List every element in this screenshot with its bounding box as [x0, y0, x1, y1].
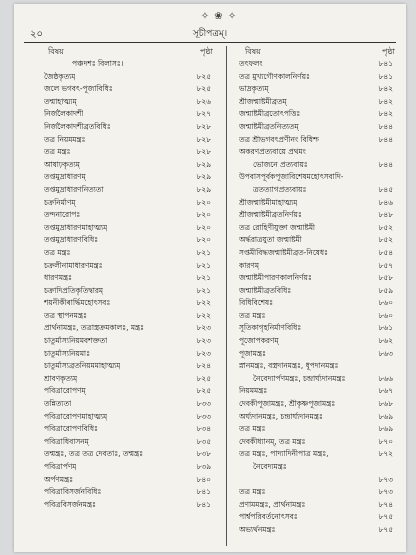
- toc-entry: [231, 335, 399, 348]
- toc-entry-title: দেবকীপূজামন্ত্রঃ, শ্রীকৃষ্ণপূজামন্ত্রঃ: [239, 399, 336, 409]
- toc-entry-title: তপ্তমুদ্রাধারণবিধিঃ: [44, 235, 99, 245]
- toc-entry-title: জন্মাষ্টমীব্রতনিত্যতম্: [239, 121, 299, 131]
- toc-entry: [231, 411, 399, 424]
- toc-entry: [231, 524, 399, 537]
- toc-entry-page: ৮৪৬: [378, 197, 393, 207]
- toc-entry: [231, 385, 399, 398]
- toc-entry-title: পবিত্রার্পণম্: [44, 462, 77, 471]
- toc-entry-title: তপ্তমুদ্রাধারণনিত্যতা: [44, 184, 104, 194]
- toc-entry-page: ৮২৫: [196, 71, 211, 81]
- left-column-header: [34, 46, 217, 58]
- toc-entry-page: ৮২২: [196, 310, 211, 320]
- toc-entry: [231, 159, 399, 172]
- toc-entry-page: ৮২৮: [196, 147, 211, 157]
- toc-entry-title: অভ্যর্থনমন্ত্রঃ: [239, 524, 276, 534]
- toc-entry: [231, 398, 399, 411]
- page-title: সূচীপত্রম্।: [192, 29, 228, 39]
- toc-entry-page: ৮৬১: [378, 323, 393, 333]
- toc-entry-page: ৮৬২: [378, 336, 393, 346]
- toc-entry-page: ৮৪২: [378, 84, 393, 94]
- toc-entry-page: ৮৬০: [378, 310, 393, 320]
- toc-entry-page: ৮৪০: [196, 474, 211, 484]
- toc-entry-title: তত্র মন্ত্রঃ, পাদ্যাদিনীপাত্র মন্ত্রঃ,: [239, 449, 329, 459]
- toc-entry-page: ৮৫৪: [378, 247, 393, 257]
- toc-entry-title: তত্র শ্রীভগবৎপ্রণীনং বিধিশ্চ: [239, 134, 319, 144]
- toc-entry-title: তৎফলং: [239, 59, 263, 68]
- subject-header: বিষয়: [245, 47, 261, 56]
- toc-entry-page: ৮৪৫: [378, 184, 393, 194]
- toc-entry-title: শ্রীজন্মাষ্টমীব্রতনির্ণয়ঃ: [239, 210, 302, 220]
- toc-entry-page: ৮৬৬: [378, 373, 393, 383]
- toc-entry-page: ৮৪৮: [378, 210, 393, 220]
- toc-entry-title: কারণম্: [239, 260, 259, 270]
- toc-entry: [231, 96, 399, 109]
- toc-entry-page: ৮৫৮: [378, 273, 393, 283]
- toc-entry: [231, 134, 399, 147]
- running-head: [24, 28, 396, 43]
- toc-entry-page: ৮৪১: [378, 71, 393, 81]
- toc-entry-page: ৮২৪: [196, 361, 211, 371]
- book-page: [14, 4, 406, 552]
- toc-entry-page: ৮৩৮: [196, 449, 211, 459]
- toc-entry: [231, 511, 399, 524]
- toc-entry: [34, 499, 217, 512]
- toc-entry-title: তপ্তমুদ্রাধারণম্: [44, 172, 86, 182]
- toc-entry: [34, 121, 217, 134]
- toc-entry-page: ৮২০: [196, 222, 211, 232]
- toc-entry-title: পূজামন্ত্রঃ: [239, 348, 266, 358]
- page-header: পৃষ্ঠা: [200, 47, 213, 56]
- toc-entry-page: ৮২০: [196, 210, 211, 220]
- right-entry-list: [231, 58, 399, 537]
- toc-entry-page: ৮৭৪: [378, 499, 393, 509]
- toc-entry-title: জন্মাষ্টমীব্রতোৎপত্তিঃ: [239, 109, 301, 119]
- toc-entry-title: তন্দনারোপঃ: [44, 210, 81, 220]
- toc-entry-title: অকরণপ্রত্যবায়ে প্রথমং: [239, 147, 306, 157]
- toc-entry: [231, 209, 399, 222]
- toc-entry-page: ৮২৩: [196, 348, 211, 358]
- toc-entry-title: ভাদ্রকৃত্যম্: [239, 84, 269, 94]
- toc-entry: [34, 58, 217, 71]
- toc-entry: [231, 121, 399, 134]
- toc-entry-title: নৈবেদ্যমন্ত্রঃ: [253, 462, 287, 471]
- page-header: পৃষ্ঠা: [382, 47, 395, 56]
- toc-entry-title: ত্রতত্যাগপ্রত্যবায়ঃ: [253, 184, 307, 194]
- right-column: [226, 46, 399, 546]
- toc-entry-title: তত্র স্থাপনমন্ত্রঃ: [44, 310, 87, 320]
- toc-entry-page: ৮২৩: [196, 323, 211, 333]
- toc-entry-title: তত্র নিয়মমন্ত্রঃ: [44, 134, 86, 144]
- toc-entry-title: পবিত্রবিসর্জনমন্ত্রঃ: [44, 499, 96, 509]
- toc-entry: [34, 159, 217, 172]
- toc-entry: [231, 322, 399, 335]
- toc-entry-title: জন্মাষ্টমীপারণকালনির্ণয়ঃ: [239, 273, 312, 283]
- toc-entry-page: ৮২১: [196, 247, 211, 257]
- toc-entry: [34, 360, 217, 373]
- toc-entry: [34, 184, 217, 197]
- toc-entry-title: জন্মাষ্টমীব্রতবিধিঃ: [239, 285, 292, 295]
- toc-entry: [231, 171, 399, 184]
- toc-entry: [34, 486, 217, 499]
- toc-entry-title: ধারণমন্ত্রঃ: [44, 273, 72, 283]
- toc-entry-title: আষাঢ়কৃত্যম্: [44, 159, 80, 169]
- toc-entry-title: তত্র মুখ্যগৌণকালনির্ণয়ঃ: [239, 71, 310, 81]
- toc-entry-page: ৮৬০: [378, 298, 393, 308]
- toc-entry-title: শয়নীকীৰাৰ্দ্ধিমহোৎসবঃ: [44, 298, 111, 308]
- toc-entry-title: তন্মন্ত্রঃ, তত্র তত্র দেবতাঃ, তন্মন্ত্রঃ: [44, 449, 144, 459]
- toc-entry-page: ৮৩৩: [196, 411, 211, 421]
- toc-entry: [231, 297, 399, 310]
- toc-entry-title: চক্রলীনামাধারণমন্ত্রঃ: [44, 260, 103, 270]
- toc-entry-title: চক্রাদিপ্রতিকৃতিদ্বারম্: [44, 285, 104, 295]
- toc-entry-page: ৮২৫: [196, 386, 211, 396]
- toc-entry-title: শ্রাবণকৃত্যম্: [44, 373, 78, 383]
- toc-entry-title: তত্র মন্ত্রঃ: [239, 487, 266, 497]
- toc-entry-title: উপবাসপূর্বকপূজাবিশেষমহোৎসবাদি-: [239, 172, 344, 182]
- toc-entry-title: পঞ্চদশঃ বিলাসঃ।: [72, 59, 124, 68]
- toc-entry: [231, 197, 399, 210]
- toc-entry-page: ৮৪১: [378, 59, 393, 68]
- toc-entry: [34, 297, 217, 310]
- right-column-header: [231, 46, 399, 58]
- toc-entry: [34, 411, 217, 424]
- page-number: ২০: [30, 29, 44, 40]
- toc-entry-page: ৮৩৯: [196, 462, 211, 471]
- toc-entry-page: ৮৫৭: [378, 260, 393, 270]
- toc-entry-title: নির্জলৈকাদশীব্রতবিধিঃ: [44, 121, 111, 131]
- toc-entry-title: তত্র মন্ত্রঃ: [239, 310, 266, 320]
- toc-entry: [34, 222, 217, 235]
- toc-entry-page: ৮২৬: [196, 96, 211, 106]
- toc-entry-page: ৮৫২: [378, 222, 393, 232]
- toc-entry: [34, 461, 217, 474]
- toc-entry-page: ৮৩৪: [196, 424, 211, 434]
- toc-entry: [231, 436, 399, 449]
- toc-entry: [34, 474, 217, 487]
- toc-entry-page: ৮৫২: [378, 235, 393, 245]
- toc-entry-title: অর্ঘ্যদানমন্ত্রঃ, চন্দ্রার্ঘ্যদানমন্ত্রঃ: [239, 411, 323, 421]
- toc-entry-page: ৮২৩: [196, 336, 211, 346]
- toc-entry: [231, 184, 399, 197]
- toc-entry: [34, 285, 217, 298]
- toc-entry-page: ৮৫৯: [378, 285, 393, 295]
- left-entry-list: [34, 58, 217, 511]
- toc-entry: [231, 310, 399, 323]
- toc-entry-page: ৮৭৩: [378, 487, 393, 497]
- toc-entry-title: চাতুর্মাস্যনিয়মাঃ: [44, 348, 91, 358]
- left-column: [34, 46, 217, 546]
- toc-entry-page: ৮৬৩: [378, 348, 393, 358]
- toc-entry-page: ৮২১: [196, 273, 211, 283]
- toc-entry-title: তন্মাহাত্ম্যম্: [44, 96, 77, 106]
- toc-entry: [34, 134, 217, 147]
- toc-entry-page: ৮২৯: [196, 172, 211, 182]
- toc-entry-title: তত্র মন্ত্রঃ: [239, 424, 266, 434]
- toc-entry: [34, 260, 217, 273]
- toc-entry: [34, 234, 217, 247]
- toc-entry-title: পবিত্রারোপণম্: [44, 386, 86, 396]
- toc-entry-page: ৮২৭: [196, 109, 211, 119]
- toc-entry: [34, 272, 217, 285]
- toc-entry: [34, 71, 217, 84]
- toc-entry: [34, 310, 217, 323]
- toc-entry-page: ৮৪৪: [378, 159, 393, 169]
- toc-entry: [231, 285, 399, 298]
- toc-entry: [231, 71, 399, 84]
- toc-entry-page: ৮৬৯: [378, 411, 393, 421]
- toc-entry-title: পূজোপকরণম্: [239, 336, 279, 346]
- toc-entry: [34, 171, 217, 184]
- toc-entry: [231, 272, 399, 285]
- toc-entry-title: শ্রীজন্মাষ্টমীমাহাত্ম্যম্: [239, 197, 298, 207]
- toc-entry-title: সপ্তমীবিদ্ধজন্মাষ্টমীব্রত-নিষেধঃ: [239, 247, 328, 257]
- toc-entry: [231, 58, 399, 71]
- toc-entry-title: অর্পণমন্ত্রঃ: [44, 474, 74, 484]
- toc-entry: [231, 474, 399, 487]
- toc-entry: [34, 448, 217, 461]
- toc-entry-page: ৮২৯: [196, 159, 211, 169]
- toc-entry: [231, 348, 399, 361]
- toc-entry-title: চাতুর্মাস্যব্রতনিয়মমাহাত্ম্যম্: [44, 361, 121, 371]
- toc-entry-title: শ্রীজন্মাষ্টমীব্রতম্: [239, 96, 287, 106]
- toc-entry-title: সূতিকাগৃহনির্মাণবিধিঃ: [239, 323, 302, 333]
- toc-entry-title: নৈবেদ্যার্পণমন্ত্রঃ, চন্দ্রার্ঘ্যদানমন্ত্রঃ: [253, 373, 346, 383]
- toc-entry: [231, 360, 399, 373]
- toc-entry: [231, 247, 399, 260]
- toc-entry-title: জৈষ্ঠকৃত্যম্: [44, 71, 76, 81]
- toc-entry-title: তত্র মন্ত্রঃ: [44, 247, 71, 257]
- toc-entry: [231, 234, 399, 247]
- toc-entry-title: দেবকীধ্যানম্, তত্র মন্ত্রঃ: [239, 436, 306, 446]
- toc-entry-page: ৮৬৭: [378, 386, 393, 396]
- toc-entry: [34, 83, 217, 96]
- toc-entry-page: ৮৭৫: [378, 524, 393, 534]
- subject-header: বিষয়: [48, 47, 64, 56]
- toc-entry-title: নিয়মমন্ত্রঃ: [239, 386, 268, 396]
- toc-entry-title: অর্দ্ধরাত্রযুতা জন্মাষ্টমী: [239, 235, 302, 245]
- toc-entry: [231, 83, 399, 96]
- toc-entry-page: ৮৬৮: [378, 399, 393, 409]
- toc-entry: [34, 209, 217, 222]
- toc-entry-page: ৮২২: [196, 298, 211, 308]
- toc-entry-page: ৮৭২: [378, 449, 393, 459]
- toc-entry: [34, 108, 217, 121]
- toc-entry: [231, 499, 399, 512]
- toc-entry: [231, 146, 399, 159]
- toc-entry-title: ভোজনে প্রত্যবায়ঃ: [253, 159, 308, 169]
- toc-entry-page: ৮২০: [196, 197, 211, 207]
- toc-entry-page: ৮২০: [196, 235, 211, 245]
- toc-entry-title: পবিত্রাধিবাসনম্: [44, 436, 89, 446]
- toc-entry-page: ৮৪৪: [378, 121, 393, 131]
- toc-entry: [34, 348, 217, 361]
- toc-entry-page: ৮২১: [196, 285, 211, 295]
- toc-entry: [34, 398, 217, 411]
- toc-entry-title: প্রার্থনামন্ত্রঃ, তত্রাস্ত্রক্রমকালঃ, মন্ত্রঃ: [44, 323, 144, 333]
- toc-entry-title: প্রণামমন্ত্রঃ, প্রার্থনামন্ত্রঃ: [239, 499, 306, 509]
- toc-entry-title: বিধিবিশেষঃ: [239, 298, 274, 308]
- toc-entry-title: চক্রনির্মাণম্: [44, 197, 76, 207]
- toc-entry: [34, 96, 217, 109]
- toc-entry-title: পার্শ্বপরিবর্তনোৎসবঃ: [239, 512, 298, 522]
- toc-entry-page: ৮৩৩: [196, 399, 211, 409]
- toc-entry: [34, 423, 217, 436]
- toc-entry: [34, 146, 217, 159]
- toc-entry-page: ৮২৮: [196, 134, 211, 144]
- toc-entry-page: ৮৪৪: [378, 134, 393, 144]
- toc-entry: [34, 335, 217, 348]
- toc-entry-title: তত্র রোহিণীযুক্তা জন্মাষ্টমী: [239, 222, 316, 232]
- toc-entry-page: ৮৭০: [378, 436, 393, 446]
- toc-entry-title: তপ্তমুদ্রাধারণমাহাত্ম্যম্: [44, 222, 108, 232]
- toc-entry: [231, 461, 399, 474]
- toc-entry-page: ৮২৯: [196, 184, 211, 194]
- toc-entry-page: ৮৪২: [378, 96, 393, 106]
- toc-entry: [34, 197, 217, 210]
- toc-entry-title: তত্র মন্ত্রঃ: [44, 147, 71, 157]
- toc-entry-title: চাতুর্মাস্যনিয়মবশক্ততা: [44, 336, 108, 346]
- toc-entry-title: পবিত্রাবিসর্জনবিধিঃ: [44, 487, 102, 497]
- toc-entry: [34, 247, 217, 260]
- toc-entry: [231, 108, 399, 121]
- toc-entry: [34, 373, 217, 386]
- toc-entry: [34, 385, 217, 398]
- toc-entry-title: পবিত্রারোপণবিধিঃ: [44, 424, 98, 434]
- toc-entry-page: ৮২৫: [196, 373, 211, 383]
- toc-entry-page: ৮৭৫: [378, 512, 393, 522]
- toc-entry: [231, 373, 399, 386]
- toc-entry-page: ৮৭৩: [378, 474, 393, 484]
- toc-entry: [34, 436, 217, 449]
- toc-entry: [231, 222, 399, 235]
- toc-entry: [231, 486, 399, 499]
- toc-entry-page: ৮৪১: [196, 499, 211, 509]
- toc-entry-page: ৮২১: [196, 260, 211, 270]
- toc-entry-title: স্নানমন্ত্রঃ, বস্ত্রদানমন্ত্রঃ, ধূপদানমন্ত্রঃ: [239, 361, 339, 371]
- toc-entry: [231, 260, 399, 273]
- header-ornament: ✧ ❀ ✧: [200, 11, 238, 22]
- toc-entry-title: তন্নিত্যতা: [44, 399, 72, 409]
- toc-entry: [34, 322, 217, 335]
- toc-entry-page: ৮২৮: [196, 121, 211, 131]
- toc-entry-title: নির্জলৈকাদশী: [44, 109, 84, 119]
- toc-entry: [231, 423, 399, 436]
- toc-entry-title: পবিত্রারোপণমাহাত্ম্যম্: [44, 411, 108, 421]
- toc-entry-page: ৮৪১: [196, 487, 211, 497]
- toc-entry-page: ৮২৫: [196, 84, 211, 94]
- toc-entry-page: ৮৬৯: [378, 424, 393, 434]
- toc-entry-page: ৮৩৫: [196, 436, 211, 446]
- toc-entry-title: জলে ভগবৎ-পূজাবিধিঃ: [44, 84, 113, 94]
- toc-entry-page: ৮৪২: [378, 109, 393, 119]
- toc-entry: [231, 448, 399, 461]
